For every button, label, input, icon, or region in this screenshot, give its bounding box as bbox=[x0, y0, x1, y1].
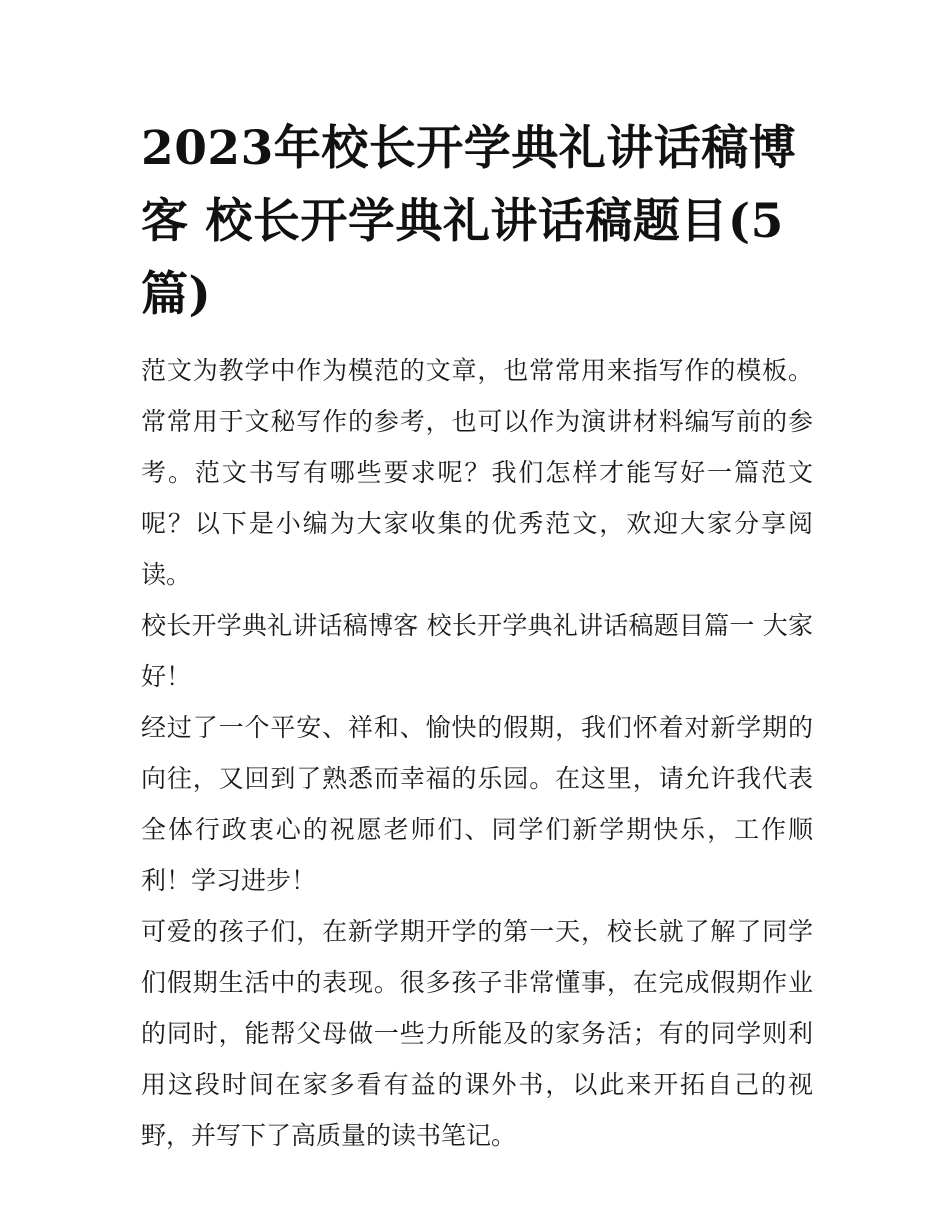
paragraph-holiday: 可爱的孩子们，在新学期开学的第一天，校长就了解了同学们假期生活中的表现。很多孩子非常懂事，在完成假期作业的同时，能帮父母做一些力所能及的家务活；有的同学则利用这段时间在家多看有益的课外书，以此来开拓自己的视野，并写下了高质量的读书笔记。 bbox=[141, 917, 813, 1150]
document-page bbox=[141, 112, 813, 1161]
paragraph-greeting: 校长开学典礼讲话稿博客 校长开学典礼讲话稿题目篇一 大家好！ bbox=[141, 611, 813, 691]
paragraph-intro: 范文为教学中作为模范的文章，也常常用来指写作的模板。常常用于文秘写作的参考，也可以作为演讲材料编写前的参考。范文书写有哪些要求呢？我们怎样才能写好一篇范文呢？以下是小编为大家收集的优秀范文，欢迎大家分享阅读。 bbox=[141, 356, 813, 589]
document-title: 2023年校长开学典礼讲话稿博客 校长开学典礼讲话稿题目(5篇) bbox=[141, 121, 797, 322]
paragraph-welcome: 经过了一个平安、祥和、愉快的假期，我们怀着对新学期的向往，又回到了熟悉而幸福的乐园。在这里，请允许我代表全体行政衷心的祝愿老师们、同学们新学期快乐，工作顺利！学习进步！ bbox=[141, 713, 813, 895]
